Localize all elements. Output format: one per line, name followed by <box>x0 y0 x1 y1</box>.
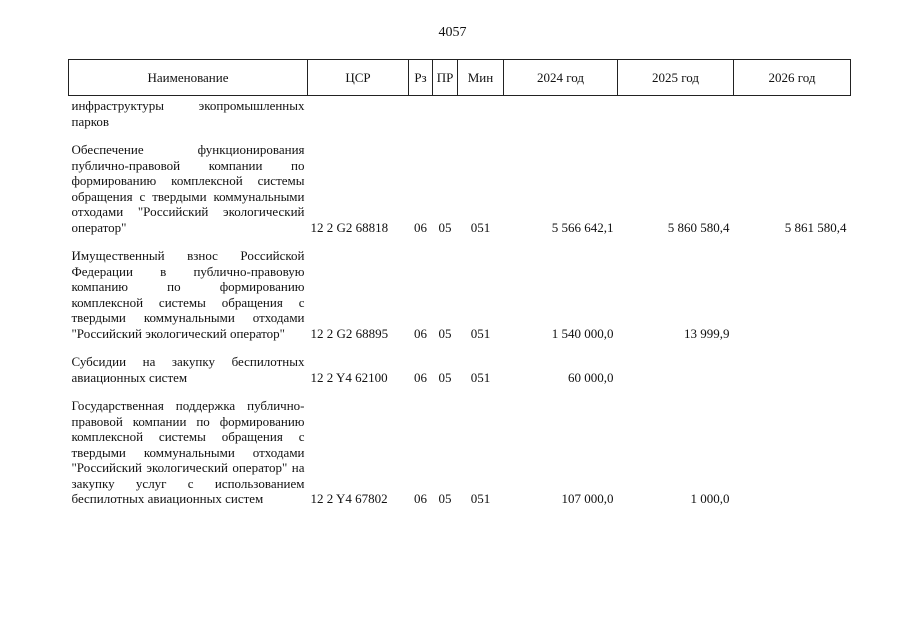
row-2025 <box>618 354 734 398</box>
row-2026 <box>734 398 851 507</box>
row-2026 <box>734 248 851 354</box>
row-csr <box>308 96 409 143</box>
table-row <box>69 398 851 507</box>
row-2024: 107 000,0 <box>561 491 614 506</box>
header-2024: 2024 год <box>504 60 618 96</box>
row-2025: 5 860 580,4 <box>667 219 730 235</box>
table-row <box>69 248 851 354</box>
row-2025 <box>618 96 734 143</box>
row-pr <box>433 96 458 143</box>
row-min <box>458 96 504 143</box>
row-pr: 05 <box>438 491 452 506</box>
row-name: Субсидии на закупку беспилотных авиационных систем <box>71 354 305 385</box>
row-name: инфраструктуры экопромышленных парков <box>71 98 305 129</box>
row-rz: 06 <box>414 219 427 235</box>
row-name: Обеспечение функционирования публично-правовой компании по формированию комплексной системы обращения с твердыми коммунальными отходами "Российский экологический оператор" <box>71 142 305 235</box>
header-csr: ЦСР <box>308 60 409 96</box>
row-2024: 60 000,0 <box>568 369 614 385</box>
row-min: 051 <box>470 219 491 235</box>
page-number: 4057 <box>438 25 467 40</box>
row-2026: 5 861 580,4 <box>784 219 847 235</box>
row-csr: 12 2 G2 68818 <box>310 219 389 235</box>
table-row <box>69 354 851 398</box>
row-2025: 13 999,9 <box>684 325 730 341</box>
header-rz: Рз <box>409 60 433 96</box>
row-2026 <box>734 96 851 143</box>
header-min: Мин <box>458 60 504 96</box>
table-row <box>69 142 851 248</box>
row-min: 051 <box>470 325 491 341</box>
row-csr: 12 2 Y4 67802 <box>310 491 388 506</box>
row-rz <box>409 96 433 143</box>
budget-table <box>68 59 851 507</box>
header-2026: 2026 год <box>734 60 851 96</box>
row-min: 051 <box>470 491 491 506</box>
table-body <box>69 96 851 507</box>
row-pr: 05 <box>438 369 452 385</box>
row-rz: 06 <box>414 491 427 506</box>
table-header <box>69 60 851 96</box>
row-csr: 12 2 Y4 62100 <box>310 369 388 385</box>
row-min: 051 <box>470 369 491 385</box>
header-row <box>69 60 851 96</box>
row-name: Имущественный взнос Российской Федерации в публично-правовую компанию по формированию комплексной системы обращения с твердыми коммунальными отходами "Российский экологический оператор" <box>71 248 305 341</box>
row-pr: 05 <box>438 325 452 341</box>
row-2025: 1 000,0 <box>690 491 730 506</box>
row-2024: 5 566 642,1 <box>551 219 614 235</box>
header-pr: ПР <box>433 60 458 96</box>
header-name: Наименование <box>69 60 308 96</box>
header-2025: 2025 год <box>618 60 734 96</box>
row-2024 <box>504 96 618 143</box>
row-pr: 05 <box>438 219 452 235</box>
row-2024: 1 540 000,0 <box>551 325 614 341</box>
table-row <box>69 96 851 143</box>
row-rz: 06 <box>414 325 427 341</box>
row-rz: 06 <box>414 369 427 385</box>
row-name: Государственная поддержка публично-правовой компании по формированию комплексной системы обращения с твердыми коммунальными отходами "Российский экологический оператор" на закупку услуг с использованием беспилотных авиационных систем <box>71 398 305 506</box>
row-csr: 12 2 G2 68895 <box>310 325 389 341</box>
row-2026 <box>734 354 851 398</box>
